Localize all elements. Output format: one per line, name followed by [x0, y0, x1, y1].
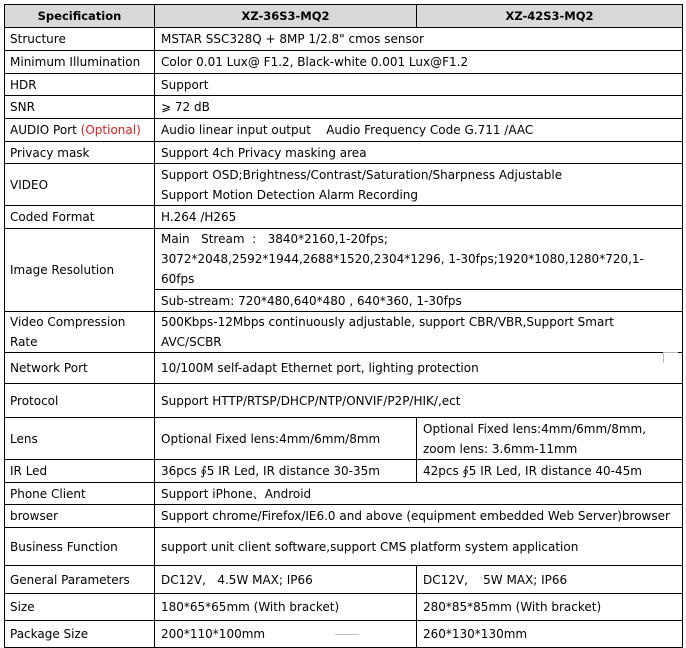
row-coded-format	[5, 206, 683, 229]
row-size	[5, 594, 683, 621]
label-lens: Lens	[5, 418, 155, 460]
row-ir-led	[5, 460, 683, 483]
value-resolution-main: Main Stream : 3840*2160,1-20fps; 3072*2048,2592*1944,2688*1520,2304*1296, 1-30fps;1920*1080,1280*720,1-60fps	[155, 229, 683, 290]
row-network	[5, 353, 683, 384]
label-size: Size	[5, 594, 155, 621]
label-phone-client: Phone Client	[5, 483, 155, 505]
value-network: 10/100M self-adapt Ethernet port, lighting protection	[155, 353, 683, 384]
value-size-b: 280*85*85mm (With bracket)	[417, 594, 683, 621]
label-ir-led: IR Led	[5, 460, 155, 483]
label-audio-cell	[5, 119, 155, 142]
value-audio: Audio linear input output Audio Frequency Code G.711 /AAC	[155, 119, 683, 142]
row-lens	[5, 418, 683, 460]
label-network: Network Port	[5, 353, 155, 384]
row-compression	[5, 312, 683, 353]
header-specification: Specification	[5, 5, 155, 28]
label-video: VIDEO	[5, 164, 155, 206]
label-audio-optional: (Optional)	[80, 123, 141, 137]
value-video-cell	[155, 164, 683, 206]
corner-mark	[663, 352, 678, 363]
value-browser: Support chrome/Firefox/IE6.0 and above (equipment embedded Web Server)browser	[155, 505, 683, 528]
row-resolution-main	[5, 229, 683, 290]
row-structure	[5, 28, 683, 51]
value-protocol: Support HTTP/RTSP/DHCP/NTP/ONVIF/P2P/HIK/,ect	[155, 384, 683, 418]
label-privacy: Privacy mask	[5, 142, 155, 164]
value-snr: ⩾ 72 dB	[155, 96, 683, 119]
label-business: Business Function	[5, 528, 155, 566]
value-ir-led-a: 36pcs ∮5 IR Led, IR distance 30-35m	[155, 460, 417, 483]
label-coded-format: Coded Format	[5, 206, 155, 229]
value-package-b: 260*130*130mm	[417, 621, 683, 648]
value-size-a: 180*65*65mm (With bracket)	[155, 594, 417, 621]
label-compression: Video Compression Rate	[5, 312, 155, 353]
specification-table	[4, 4, 683, 648]
value-package-a: 200*110*100mm	[155, 621, 417, 648]
value-general-b: DC12V, 5W MAX; IP66	[417, 566, 683, 594]
value-ir-led-b: 42pcs ∮5 IR Led, IR distance 40-45m	[417, 460, 683, 483]
label-browser: browser	[5, 505, 155, 528]
row-audio	[5, 119, 683, 142]
label-general: General Parameters	[5, 566, 155, 594]
value-coded-format: H.264 /H265	[155, 206, 683, 229]
label-structure: Structure	[5, 28, 155, 51]
value-video-line1: Support OSD;Brightness/Contrast/Saturation/Sharpness Adjustable	[161, 167, 563, 182]
label-snr: SNR	[5, 96, 155, 119]
row-phone-client	[5, 483, 683, 505]
value-compression: 500Kbps-12Mbps continuously adjustable, support CBR/VBR,Support Smart AVC/SCBR	[155, 312, 683, 353]
row-video	[5, 164, 683, 206]
value-lens-a: Optional Fixed lens:4mm/6mm/8mm	[155, 418, 417, 460]
header-model-a: XZ-36S3-MQ2	[155, 5, 417, 28]
label-min-illumination: Minimum Illumination	[5, 51, 155, 74]
label-audio: AUDIO Port	[10, 123, 77, 137]
row-browser	[5, 505, 683, 528]
value-privacy: Support 4ch Privacy masking area	[155, 142, 683, 164]
header-model-b: XZ-42S3-MQ2	[417, 5, 683, 28]
value-lens-b: Optional Fixed lens:4mm/6mm/8mm, zoom lens: 3.6mm-11mm	[417, 418, 683, 460]
value-video-line2: Support Motion Detection Alarm Recording	[161, 187, 418, 202]
value-hdr: Support	[155, 74, 683, 96]
row-privacy	[5, 142, 683, 164]
value-phone-client: Support iPhone、Android	[155, 483, 683, 505]
value-general-a: DC12V, 4.5W MAX; IP66	[155, 566, 417, 594]
bottom-mark	[335, 634, 359, 640]
row-general	[5, 566, 683, 594]
label-hdr: HDR	[5, 74, 155, 96]
value-resolution-sub: Sub-stream: 720*480,640*480 , 640*360, 1-30fps	[155, 290, 683, 312]
row-business	[5, 528, 683, 566]
label-resolution: Image Resolution	[5, 229, 155, 312]
label-package: Package Size	[5, 621, 155, 648]
row-protocol	[5, 384, 683, 418]
value-business: support unit client software,support CMS platform system application	[155, 528, 683, 566]
header-row	[5, 5, 683, 28]
row-snr	[5, 96, 683, 119]
value-structure: MSTAR SSC328Q + 8MP 1/2.8" cmos sensor	[155, 28, 683, 51]
row-min-illumination	[5, 51, 683, 74]
value-min-illumination: Color 0.01 Lux@ F1.2, Black-white 0.001 Lux@F1.2	[155, 51, 683, 74]
label-protocol: Protocol	[5, 384, 155, 418]
row-hdr	[5, 74, 683, 96]
